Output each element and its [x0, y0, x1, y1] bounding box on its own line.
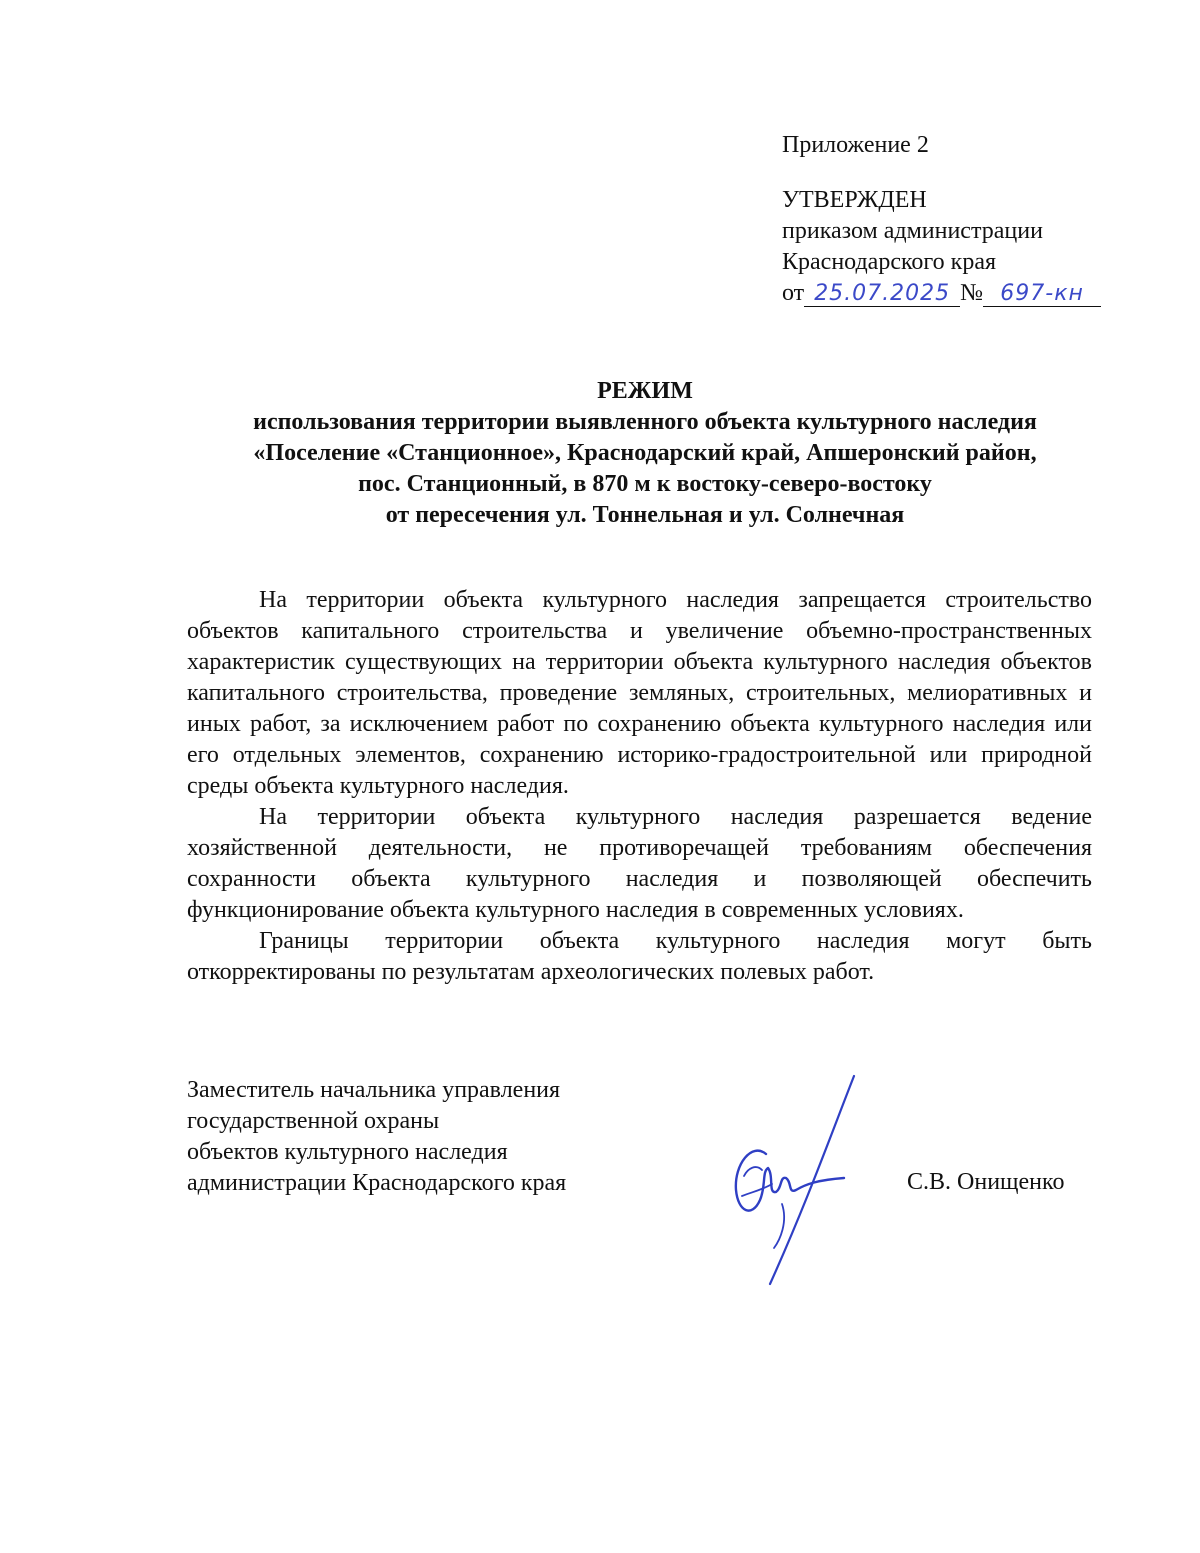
approved-label: УТВЕРЖДЕН: [782, 187, 927, 213]
signer-position-line-4: администрации Краснодарского края: [187, 1170, 567, 1196]
order-date-field: [804, 281, 960, 307]
title-main: РЕЖИМ: [597, 378, 693, 404]
date-prefix: от: [782, 280, 805, 306]
title-line-4: от пересечения ул. Тоннельная и ул. Солнечная: [385, 502, 905, 528]
approved-by-line-2: Краснодарского края: [782, 249, 997, 275]
number-prefix: №: [960, 280, 984, 306]
document-title: [140, 376, 1150, 531]
approved-by-line-1: приказом администрации: [782, 218, 1043, 244]
title-line-1: использования территории выявленного объекта культурного наследия: [253, 409, 1037, 435]
order-date-number-line: [782, 278, 1182, 309]
title-line-3: пос. Станционный, в 870 м к востоку-северо-востоку: [358, 471, 932, 497]
handwritten-signature-icon: [722, 1072, 862, 1288]
order-date-handwritten: 25.07.2025: [814, 281, 951, 306]
document-body: [187, 585, 1092, 988]
body-paragraph-3: Границы территории объекта культурного наследия могут быть откорректированы по результатам археологических полевых работ.: [187, 928, 1092, 985]
order-number-handwritten: 697-кн: [1000, 281, 1084, 306]
signer-position: [187, 1075, 647, 1199]
body-paragraph-1: На территории объекта культурного наследия запрещается строительство объектов капитального строительства и увеличение объемно-пространственных характеристик существующих на территории объекта культурного наследия объектов капитального строительства, проведение земляных, строительных, мелиоративных и иных работ, за исключением работ по сохранению объекта культурного наследия или его отдельных элементов, сохранению историко-градостроительной или природной среды объекта культурного наследия.: [187, 587, 1092, 799]
signer-position-line-2: государственной охраны: [187, 1108, 440, 1134]
signer-name: С.В. Онищенко: [907, 1169, 1065, 1195]
order-number-field: [983, 281, 1101, 307]
signer-position-line-3: объектов культурного наследия: [187, 1139, 508, 1165]
annex-label: Приложение 2: [782, 132, 929, 158]
title-line-2: «Поселение «Станционное», Краснодарский край, Апшеронский район,: [253, 440, 1037, 466]
approval-stamp-block: [782, 130, 1182, 309]
body-paragraph-2: На территории объекта культурного наследия разрешается ведение хозяйственной деятельности, не противоречащей требованиям обеспечения сохранности объекта культурного наследия и позволяющей обеспечить функционирование объекта культурного наследия в современных условиях.: [187, 804, 1092, 923]
signer-position-line-1: Заместитель начальника управления: [187, 1077, 561, 1103]
